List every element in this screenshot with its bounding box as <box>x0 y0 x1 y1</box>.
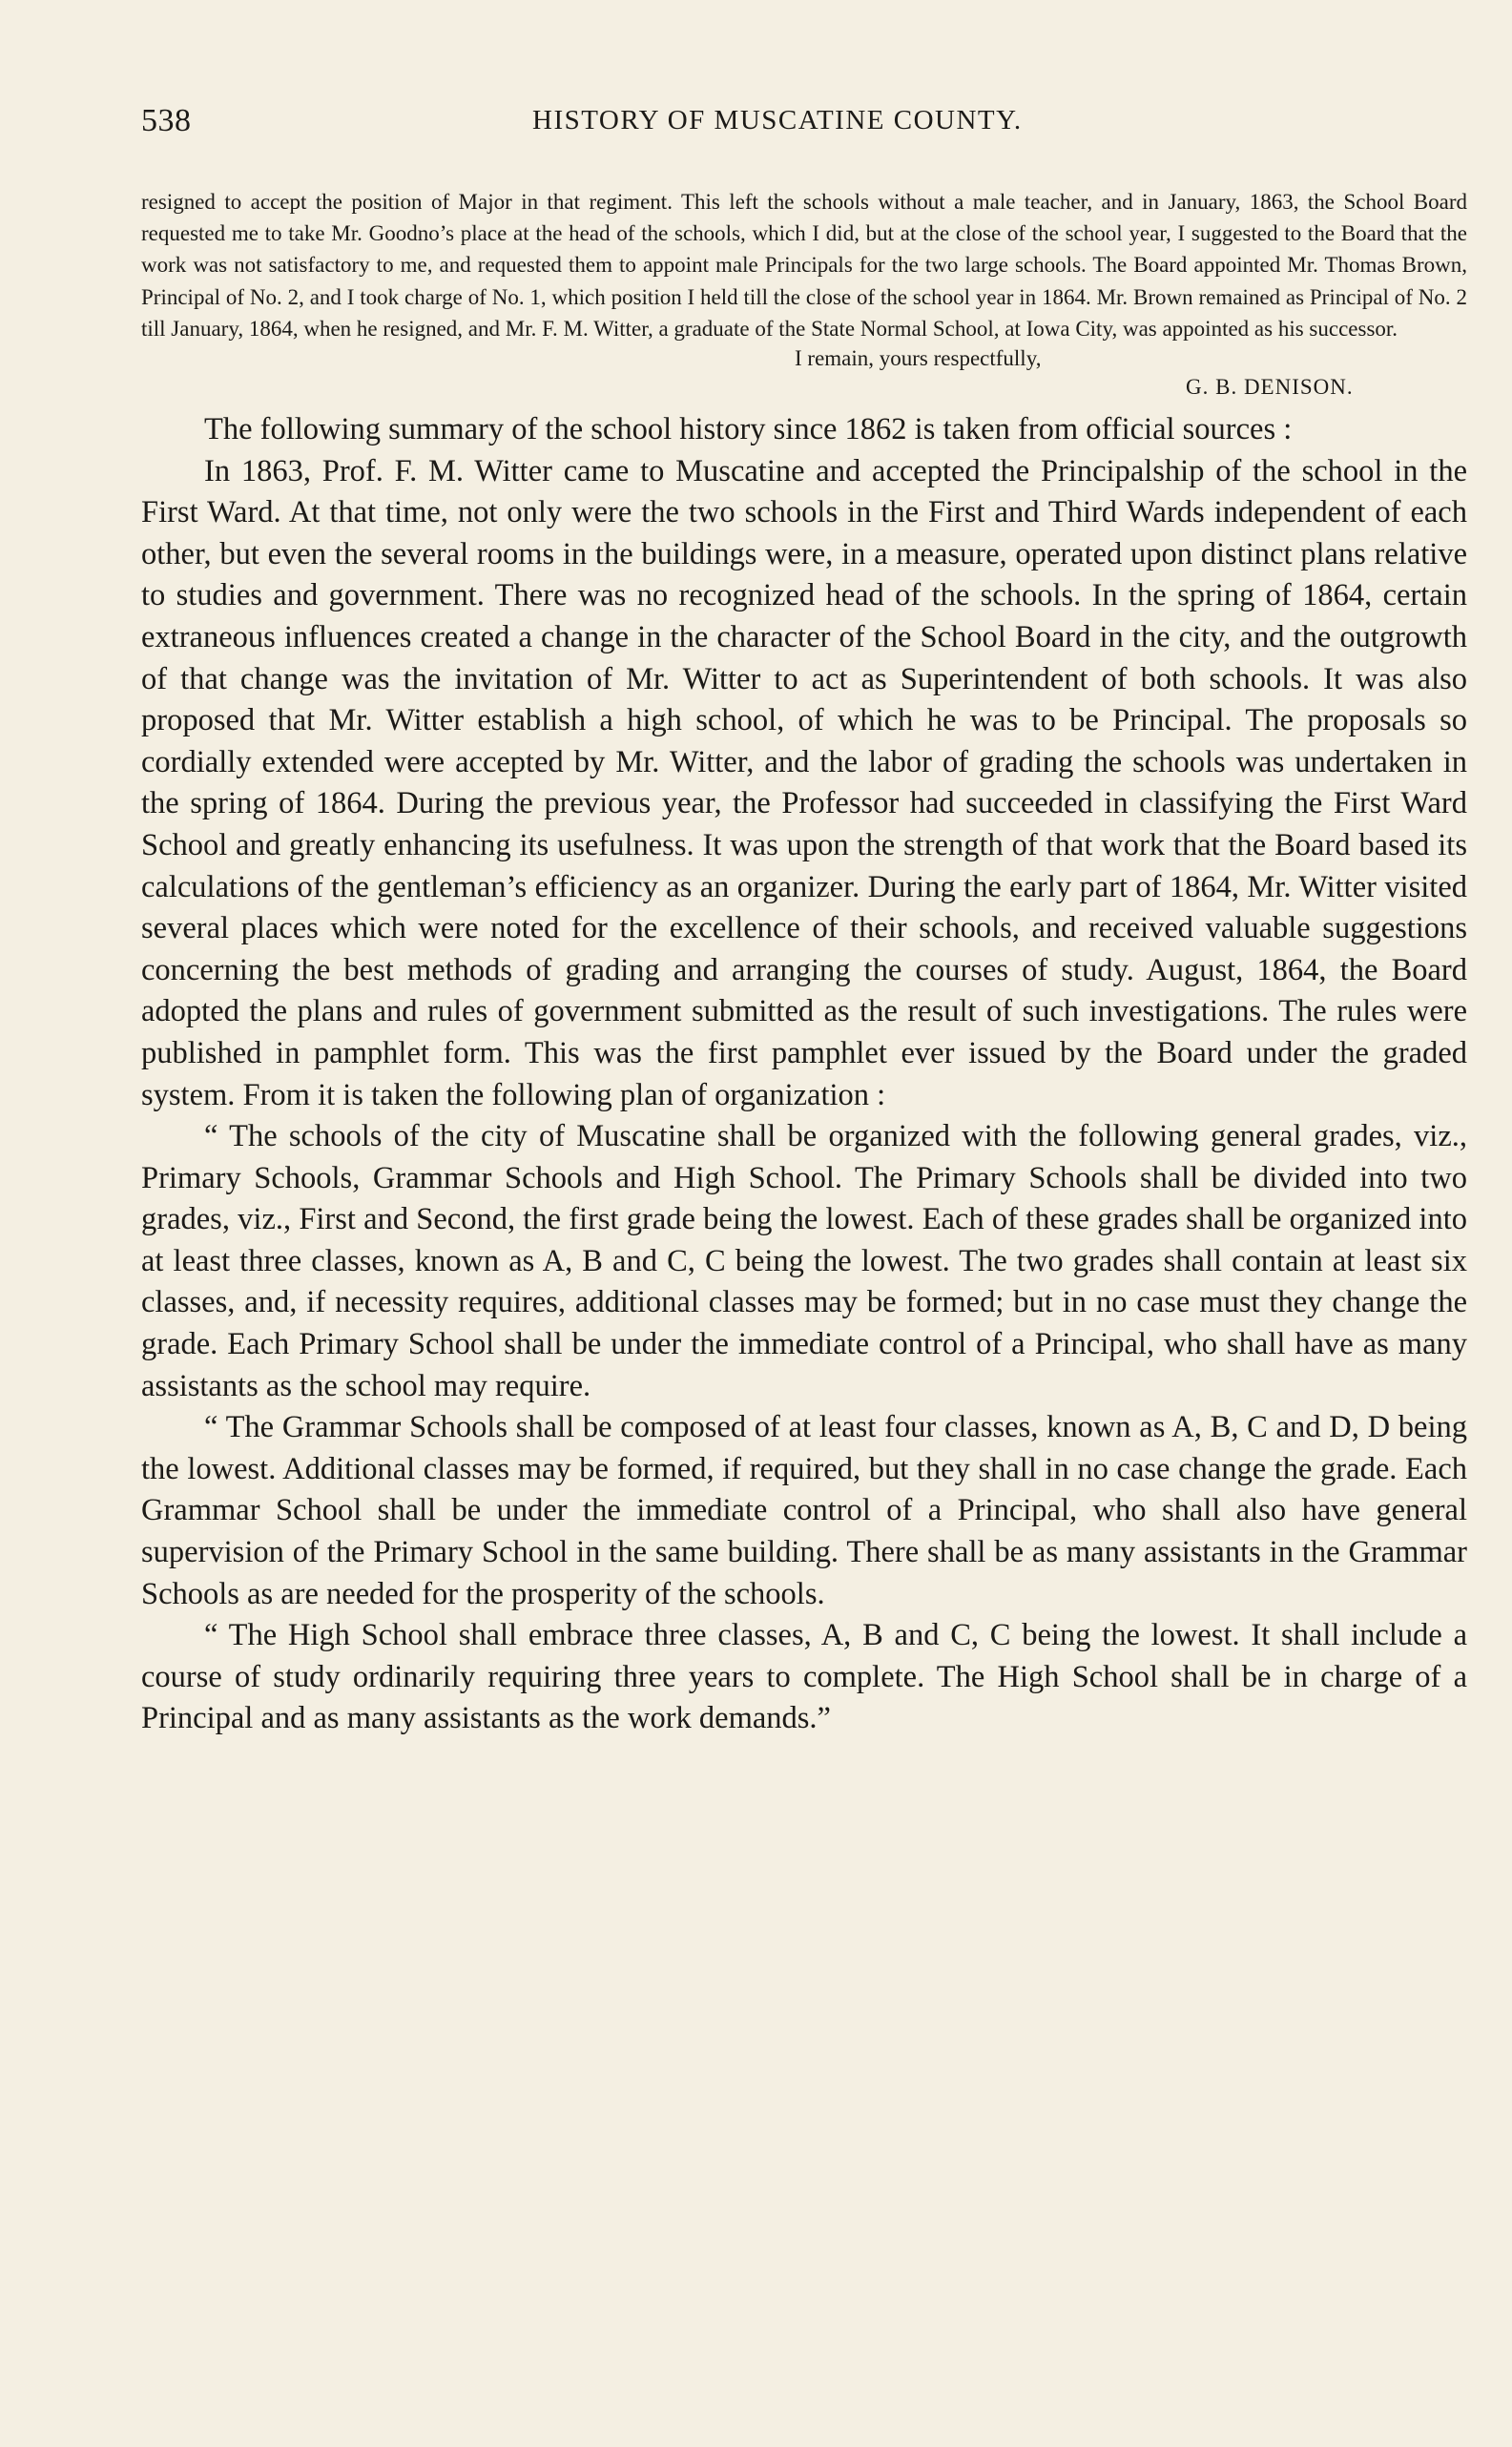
body-paragraph: “ The High School shall embrace three classes, A, B and C, C being the lowest. It shall include a course of study ordinarily requiring three years to complete. The High School shall be in charge of a Principal and as many assistants as the work demands.” <box>141 1618 1467 1736</box>
body-paragraph: “ The Grammar Schools shall be composed of at least four classes, known as A, B, C and D, D being the lowest. Additional classes may be formed, if required, but they shall in no case change the grade. Each Grammar School shall be under the immediate control of a Principal, who shall also have general supervision of the Primary School in the same building. There shall be as many assistants in the Grammar Schools as are needed for the prosperity of the schools. <box>141 1410 1467 1611</box>
page-number: 538 <box>141 103 192 138</box>
body-paragraph: In 1863, Prof. F. M. Witter came to Muscatine and accepted the Principalship of the school in the First Ward. At that time, not only were the two schools in the First and Third Wards independent of each other, but even the several rooms in the buildings were, in a measure, operated upon distinct plans relative to studies and government. There was no recognized head of the schools. In the spring of 1864, certain extraneous influences created a change in the character of the School Board in the city, and the outgrowth of that change was the invitation of Mr. Witter to act as Superintendent of both schools. It was also proposed that Mr. Witter establish a high school, of which he was to be Principal. The proposals so cordially extended were accepted by Mr. Witter, and the labor of grading the schools was undertaken in the spring of 1864. During the previous year, the Professor had succeeded in classifying the First Ward School and greatly enhancing its usefulness. It was upon the strength of that work that the Board based its calculations of the gentleman’s efficiency as an organizer. During the early part of 1864, Mr. Witter visited several places which were noted for the excellence of their schools, and received valuable suggestions concerning the best methods of grading and arranging the courses of study. August, 1864, the Board adopted the plans and rules of government submitted as the result of such investigations. The rules were published in pamphlet form. This was the first pamphlet ever issued by the Board under the graded system. From it is taken the following plan of organization : <box>141 453 1467 1112</box>
letter-paragraph: resigned to accept the position of Major in that regiment. This left the schools without a male teacher, and in January, 1863, the School Board requested me to take Mr. Goodno’s place at the head of the schools, which I did, but at the close of the school year, I suggested to the Board that the work was not satisfactory to me, and requested them to appoint male Principals for the two large schools. The Board appointed Mr. Thomas Brown, Principal of No. 2, and I took charge of No. 1, which position I held till the close of the school year in 1864. Mr. Brown remained as Principal of No. 2 till January, 1864, when he resigned, and Mr. F. M. Witter, a graduate of the State Normal School, at Iowa City, was appointed as his successor. <box>141 190 1467 341</box>
letter-closing: I remain, yours respectfully, <box>795 346 1042 371</box>
running-title: HISTORY OF MUSCATINE COUNTY. <box>532 105 1023 135</box>
letter-signature: G. B. DENISON. <box>1186 375 1354 400</box>
body-paragraph: “ The schools of the city of Muscatine shall be organized with the following general grades, viz., Primary Schools, Grammar Schools and High School. The Primary Schools shall be divided into two grades, viz., First and Second, the first grade being the lowest. Each of these grades shall be organized into at least three classes, known as A, B and C, C being the lowest. The two grades shall contain at least six classes, and, if necessity requires, additional classes may be formed; but in no case must they change the grade. Each Primary School shall be under the immediate control of a Principal, who shall have as many assistants as the school may require. <box>141 1119 1467 1403</box>
body-paragraph: The following summary of the school history since 1862 is taken from official sources : <box>204 412 1293 447</box>
body-text <box>141 409 1467 1740</box>
letter-sign-off <box>141 344 1467 402</box>
book-page <box>141 103 1467 1740</box>
letter-excerpt <box>141 186 1467 344</box>
running-head <box>141 103 1467 145</box>
